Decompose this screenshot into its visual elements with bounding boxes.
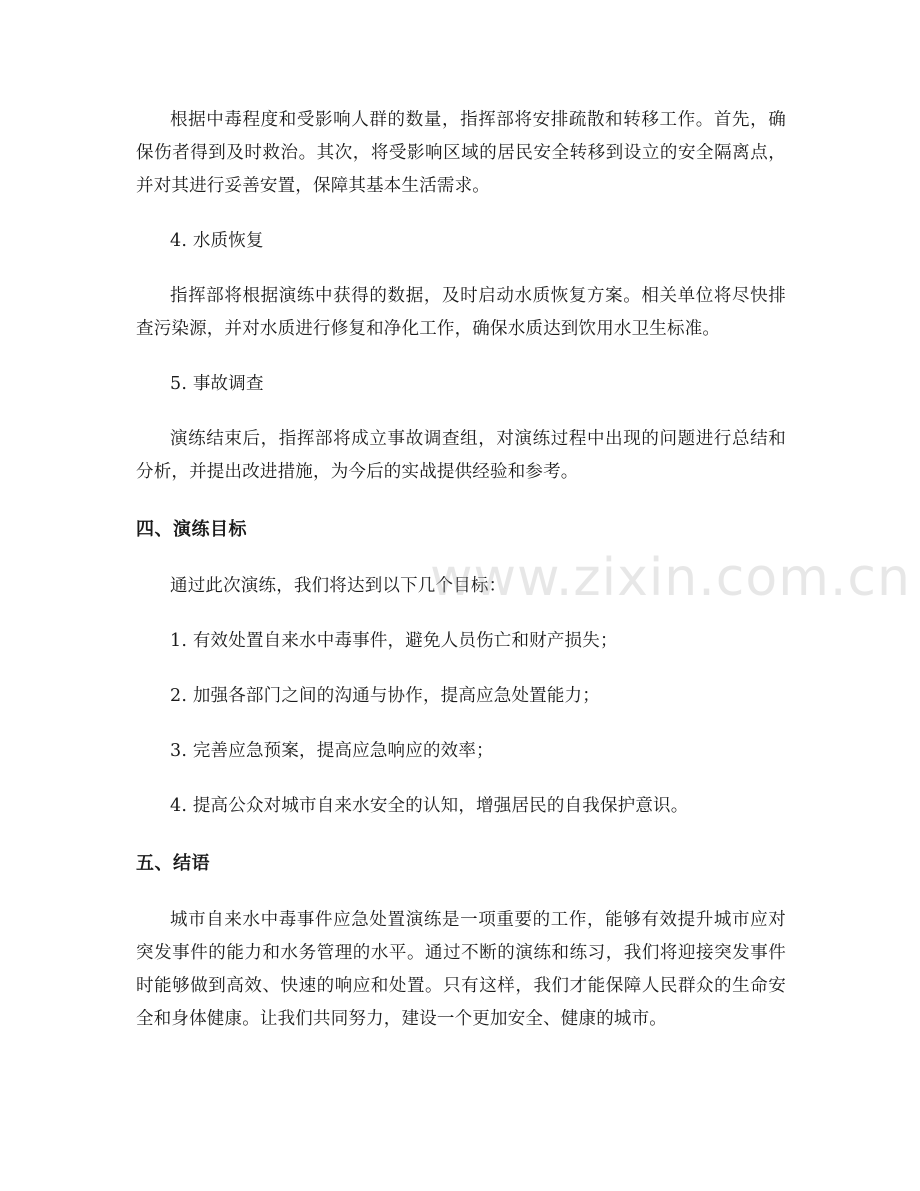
goal-item: 1. 有效处置自来水中毒事件，避免人员伤亡和财产损失； <box>170 631 618 651</box>
paragraph-goals-intro: 通过此次演练，我们将达到以下几个目标： <box>170 576 507 596</box>
goal-item: 2. 加强各部门之间的沟通与协作，提高应急处置能力； <box>170 686 600 706</box>
subsection-water-recovery: 4. 水质恢复 <box>170 231 264 251</box>
section-heading-drill-goals: 四、演练目标 <box>136 519 247 540</box>
paragraph-water-recovery: 指挥部将根据演练中获得的数据，及时启动水质恢复方案。相关单位将尽快排查污染源，并对水质进行修复和净化工作，确保水质达到饮用水卫生标准。 <box>136 286 786 339</box>
watermark-text: www.zixin.com.cn <box>430 548 911 608</box>
paragraph-accident-investigation: 演练结束后，指挥部将成立事故调查组，对演练过程中出现的问题进行总结和分析，并提出改进措施，为今后的实战提供经验和参考。 <box>136 429 786 482</box>
document-body <box>136 104 786 1036</box>
paragraph-conclusion: 城市自来水中毒事件应急处置演练是一项重要的工作，能够有效提升城市应对突发事件的能力和水务管理的水平。通过不断的演练和练习，我们将迎接突发事件时能够做到高效、快速的响应和处置。只有这样，我们才能保障人民群众的生命安全和身体健康。让我们共同努力，建设一个更加安全、健康的城市。 <box>136 910 786 1029</box>
section-heading-conclusion: 五、结语 <box>136 853 210 874</box>
subsection-accident-investigation: 5. 事故调查 <box>170 374 264 394</box>
goal-item: 4. 提高公众对城市自来水安全的认知，增强居民的自我保护意识。 <box>170 796 689 816</box>
paragraph-evacuation: 根据中毒程度和受影响人群的数量，指挥部将安排疏散和转移工作。首先，确保伤者得到及时救治。其次，将受影响区域的居民安全转移到设立的安全隔离点，并对其进行妥善安置，保障其基本生活需求。 <box>136 110 786 196</box>
goal-item: 3. 完善应急预案，提高应急响应的效率； <box>170 741 494 761</box>
